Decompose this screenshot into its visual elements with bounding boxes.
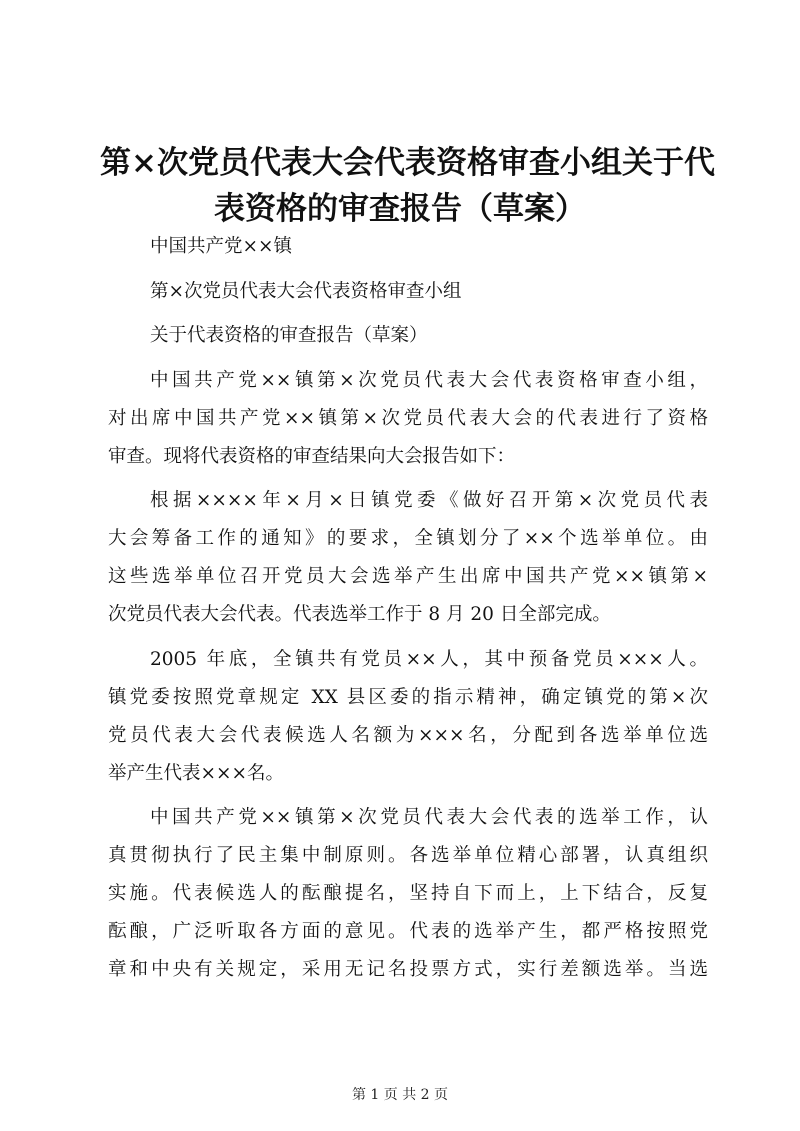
text-line: 审查。现将代表资格的审查结果向大会报告如下： xyxy=(108,445,516,467)
text-line: 关于代表资格的审查报告（草案） xyxy=(150,325,428,346)
page-footer: 第 1 页 共 2 页 xyxy=(351,1087,449,1103)
paragraph-basis xyxy=(108,482,708,634)
paragraph-heading-group xyxy=(108,273,708,311)
text-line: 章和中央有关规定，采用无记名投票方式，实行差额选举。当选 xyxy=(108,959,708,980)
paragraph-heading-org xyxy=(108,228,708,266)
title-line: 表资格的审查报告（草案） xyxy=(214,191,586,227)
text-line: 酝酿，广泛听取各方面的意见。代表的选举产生，都严格按照党 xyxy=(108,921,708,942)
text-line: 根据××××年×月×日镇党委《做好召开第×次党员代表 xyxy=(150,490,708,511)
text-line: 中国共产党××镇第×次党员代表大会代表资格审查小组， xyxy=(150,369,708,391)
text-line: 党员代表大会代表候选人名额为×××名，分配到各选举单位选 xyxy=(108,724,708,746)
paragraph-intro xyxy=(108,362,708,476)
text-line: 这些选举单位召开党员大会选举产生出席中国共产党××镇第× xyxy=(108,566,708,587)
paragraph-heading-report xyxy=(108,317,708,355)
text-line: 次党员代表大会代表。代表选举工作于 8 月 20 日全部完成。 xyxy=(108,604,611,625)
text-line: 镇党委按照党章规定 XX 县区委的指示精神，确定镇党的第×次 xyxy=(108,686,708,708)
text-line: 举产生代表×××名。 xyxy=(108,762,285,784)
text-line: 大会筹备工作的通知》的要求，全镇划分了××个选举单位。由 xyxy=(108,528,708,549)
text-line: 中国共产党××镇 xyxy=(150,236,293,257)
text-line: 真贯彻执行了民主集中制原则。各选举单位精心部署，认真组织 xyxy=(108,845,708,866)
text-line: 中国共产党××镇第×次党员代表大会代表的选举工作，认 xyxy=(150,807,708,828)
document-title xyxy=(100,140,715,232)
paragraph-election xyxy=(108,799,708,989)
text-line: 对出席中国共产党××镇第×次党员代表大会的代表进行了资格 xyxy=(108,407,708,429)
text-line: 实施。代表候选人的酝酿提名，坚持自下而上，上下结合，反复 xyxy=(108,883,708,904)
document-body xyxy=(108,228,708,996)
text-line: 第×次党员代表大会代表资格审查小组 xyxy=(150,280,462,302)
paragraph-members xyxy=(108,641,708,793)
text-line: 2005 年底，全镇共有党员××人，其中预备党员×××人。 xyxy=(150,648,708,670)
title-line: 第×次党员代表大会代表资格审查小组关于代 xyxy=(100,145,715,181)
